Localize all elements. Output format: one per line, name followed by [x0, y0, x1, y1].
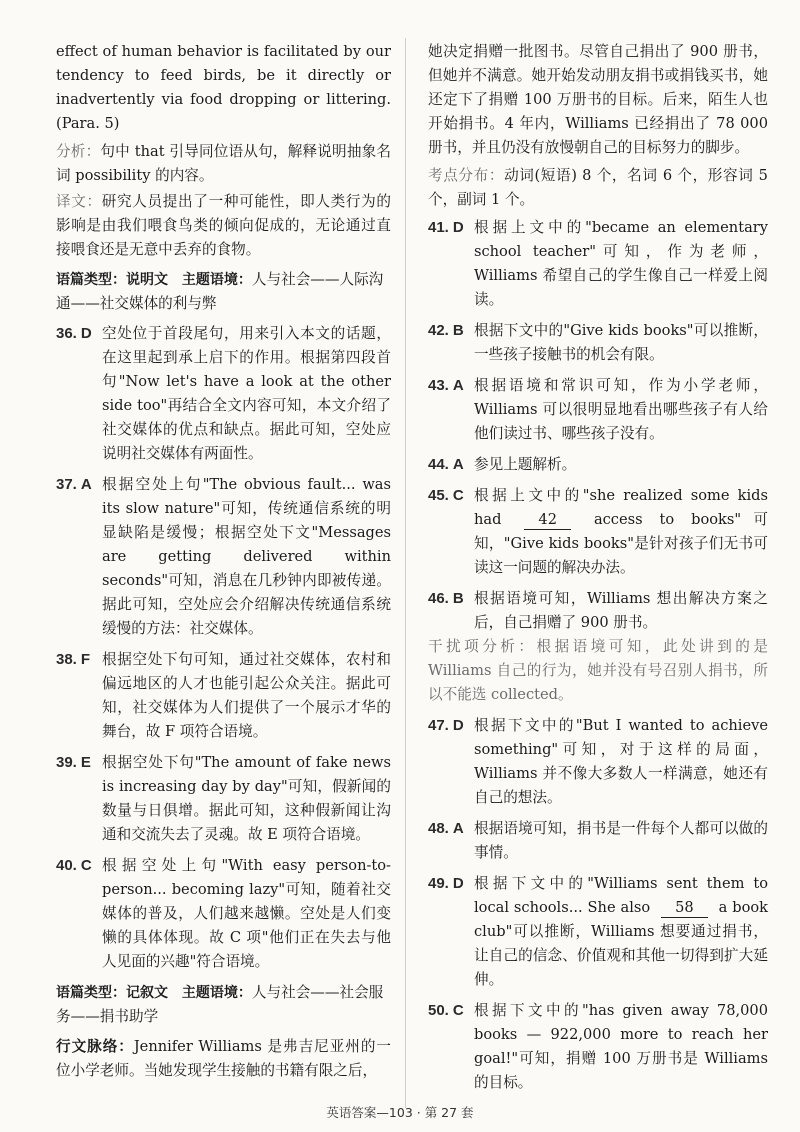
item-answer: E — [80, 754, 91, 771]
context-continued: 她决定捐赠一批图书。尽管自己捐出了 900 册书，但她并不满意。她开始发动朋友捐书或捐钱买书，她还定下了捐赠 100 万册书的目标。后来，陌生人也开始捐书。4 年内，Williams 已经捐出了 78 000 册书，并且仍没有放慢朝自己的目标努力的脚步。 — [428, 43, 768, 156]
answer-item-44 — [428, 453, 768, 477]
distractor-text: 根据语境可知，此处讲到的是 Williams 自己的行为，她并没有号召别人捐书，所以不能选 collected。 — [428, 638, 768, 703]
analysis-label: 分析： — [56, 143, 101, 160]
theme-value: 人与社会——人际沟通——社交媒体的利与弊 — [56, 271, 384, 312]
item-answer: B — [452, 322, 464, 339]
item-answer: C — [452, 1002, 464, 1019]
answer-item-50 — [428, 999, 768, 1095]
genre-value: 说明文 — [126, 272, 168, 288]
genre-label: 语篇类型： — [56, 272, 126, 288]
item-number: 37. — [56, 476, 77, 493]
item-answer: D — [452, 219, 464, 236]
item-answer: C — [452, 487, 464, 504]
item-explanation: 根据下文中的"But I wanted to achieve something"可知，对于这样的局面，Williams 并不像大多数人一样满意，她还有自己的想法。 — [474, 717, 768, 806]
left-column — [56, 40, 391, 1087]
item-explanation: 根据空处上句"With easy person-to-person... becoming lazy"可知，随着社交媒体的普及，人们越来越懒。空处是人们变懒的具体体现。故 C 项"他们正在失去与他人见面的兴趣"符合语境。 — [102, 857, 391, 970]
answer-item-38 — [56, 648, 391, 744]
item-answer: A — [452, 820, 464, 837]
theme-label: 主题语境： — [181, 272, 252, 288]
item-explanation: 空处位于首段尾句，用来引入本文的话题，在这里起到承上启下的作用。根据第四段首句"Now let's have a look at the other side too"再结合全文内容可知，本文介绍了社交媒体的优点和缺点。据此可知，空处应说明社交媒体有两面性。 — [102, 325, 391, 462]
item-explanation-a: 根据下文中的"Williams sent them to local schools... She also — [474, 875, 768, 916]
item-number: 38. — [56, 651, 77, 668]
answer-item-46 — [428, 587, 768, 707]
answer-item-42 — [428, 319, 768, 367]
item-answer: A — [452, 377, 464, 394]
item-answer: D — [452, 717, 464, 734]
item-number: 40. — [56, 857, 77, 874]
item-explanation: 根据上文中的"became an elementary school teacher"可知，作为老师，Williams 希望自己的学生像自己一样爱上阅读。 — [474, 219, 768, 308]
item-answer: D — [452, 875, 464, 892]
blank-number: 58 — [661, 899, 708, 918]
distractor-label: 干扰项分析： — [428, 638, 537, 655]
translation-text: 研究人员提出了一种可能性，即人类行为的影响是由我们喂食鸟类的倾向促成的，无论通过直接喂食还是无意中丢弃的食物。 — [56, 193, 391, 258]
item-number: 43. — [428, 377, 449, 394]
item-explanation: 根据下文中的"Give kids books"可以推断，一些孩子接触书的机会有限。 — [474, 322, 768, 363]
column-divider — [405, 38, 406, 1108]
theme-value: 人与社会——社会服务——捐书助学 — [56, 984, 384, 1025]
item-explanation-b: access to books"可知，"Give kids books"是针对孩子们无书可读这一问题的解决办法。 — [474, 511, 769, 576]
item-explanation: 根据语境和常识可知，作为小学老师，Williams 可以很明显地看出哪些孩子有人给他们读过书、哪些孩子没有。 — [474, 377, 768, 442]
item-number: 39. — [56, 754, 77, 771]
item-answer: A — [80, 476, 92, 493]
context-label: 行文脉络： — [56, 1038, 134, 1055]
item-number: 41. — [428, 219, 449, 236]
item-number: 45. — [428, 487, 449, 504]
section-header-1 — [56, 268, 391, 316]
answer-item-39 — [56, 751, 391, 847]
distribution-label: 考点分布： — [428, 167, 505, 184]
item-number: 44. — [428, 456, 449, 473]
answer-item-40 — [56, 854, 391, 974]
distribution-line — [428, 164, 768, 212]
item-number: 50. — [428, 1002, 449, 1019]
answer-item-48 — [428, 817, 768, 865]
analysis-text: 句中 that 引导同位语从句，解释说明抽象名词 possibility 的内容。 — [56, 143, 391, 184]
answer-item-49 — [428, 872, 768, 992]
distribution-text: 动词(短语) 8 个，名词 6 个，形容词 5 个，副词 1 个。 — [428, 167, 768, 208]
item-answer: F — [80, 651, 91, 668]
distractor-analysis — [428, 635, 768, 707]
item-explanation: 根据空处下句"The amount of fake news is increasing day by day"可知，假新闻的数量与日俱增。据此可知，这种假新闻让沟通和交流失去了灵魂。故 E 项符合语境。 — [102, 754, 391, 843]
intro-paragraph: effect of human behavior is facilitated by our tendency to feed birds, be it directly or inadvertently via food dropping or littering. (Para. 5) — [56, 43, 391, 132]
item-explanation: 根据空处下句可知，通过社交媒体，农村和偏远地区的人才也能引起公众关注。据此可知，社交媒体为人们提供了一个展示才华的舞台，故 F 项符合语境。 — [102, 651, 391, 740]
theme-label: 主题语境： — [181, 985, 252, 1001]
section-header-2 — [56, 981, 391, 1029]
item-answer: C — [80, 857, 92, 874]
answer-item-41 — [428, 216, 768, 312]
item-explanation: 根据下文中的"has given away 78,000 books — 922,000 more to reach her goal!"可知，捐赠 100 万册书是 Williams 的目标。 — [474, 1002, 768, 1091]
analysis-line — [56, 140, 391, 188]
genre-label: 语篇类型： — [56, 985, 126, 1001]
item-explanation-a: 根据上文中的"she realized some kids had — [474, 487, 768, 528]
item-explanation: 根据空处上句"The obvious fault... was its slow nature"可知，传统通信系统的明显缺陷是缓慢；根据空处下文"Messages are getting delivered within seconds"可知，消息在几秒钟内即被传递。据此可知，空处应会介绍解决传统通信系统缓慢的方法：社交媒体。 — [102, 476, 391, 637]
genre-value: 记叙文 — [126, 985, 168, 1001]
item-number: 47. — [428, 717, 449, 734]
blank-number: 42 — [524, 511, 571, 530]
context-text: Jennifer Williams 是弗吉尼亚州的一位小学老师。当她发现学生接触的书籍有限之后， — [56, 1038, 391, 1079]
item-explanation: 根据语境可知，Williams 想出解决方案之后，自己捐赠了 900 册书。 — [474, 590, 768, 631]
item-number: 42. — [428, 322, 449, 339]
item-explanation: 根据语境可知，捐书是一件每个人都可以做的事情。 — [474, 820, 768, 861]
context-line — [56, 1035, 391, 1083]
answer-item-37 — [56, 473, 391, 641]
page-footer: 英语答案—103 · 第 27 套 — [326, 1105, 474, 1120]
translation-line — [56, 190, 391, 262]
item-explanation: 参见上题解析。 — [474, 456, 577, 473]
item-answer: B — [452, 590, 464, 607]
right-column — [428, 40, 768, 1102]
answer-item-43 — [428, 374, 768, 446]
answer-item-36 — [56, 322, 391, 466]
answer-item-47 — [428, 714, 768, 810]
item-answer: D — [80, 325, 92, 342]
item-number: 36. — [56, 325, 77, 342]
item-number: 49. — [428, 875, 449, 892]
translation-label: 译文： — [56, 193, 102, 210]
item-explanation-b: a book club"可以推断，Williams 想要通过捐书，让自己的信念、价值观和其他一切得到扩大延伸。 — [474, 899, 769, 988]
answer-item-45 — [428, 484, 768, 580]
item-answer: A — [452, 456, 464, 473]
item-number: 48. — [428, 820, 449, 837]
item-number: 46. — [428, 590, 449, 607]
